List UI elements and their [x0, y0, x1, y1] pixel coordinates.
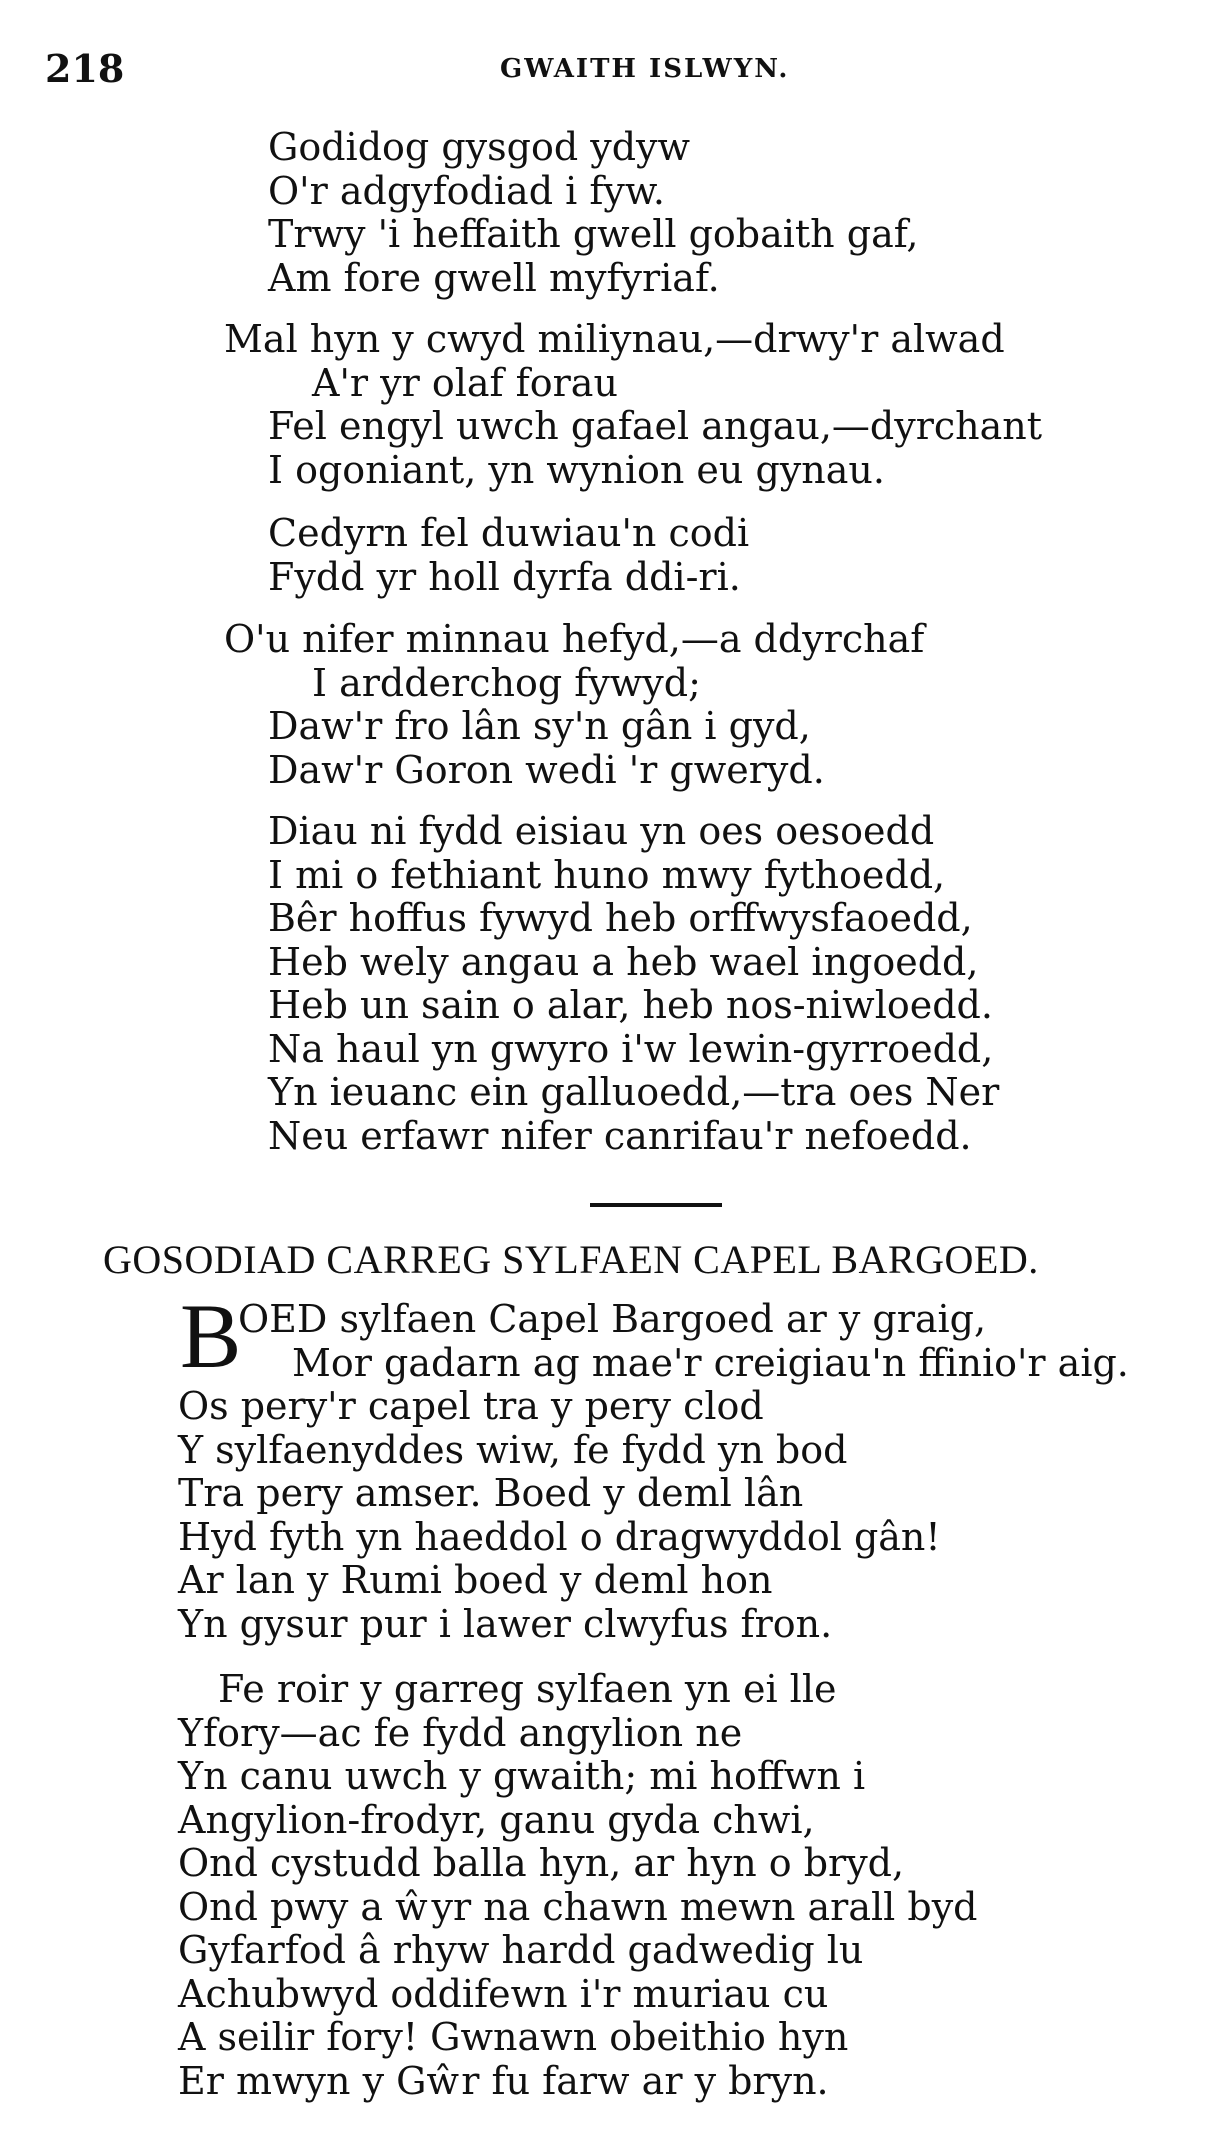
verse-line: Trwy 'i heffaith gwell gobaith gaf, [268, 212, 919, 256]
verse-line: Yfory—ac fe fydd angylion ne [178, 1710, 743, 1755]
verse-line: I ardderchog fywyd; [312, 660, 701, 705]
poem1-stanza-4 [224, 618, 924, 792]
verse-line: I ogoniant, yn wynion eu gynau. [268, 447, 885, 492]
verse-line: Gyfarfod â rhyw hardd gadwedig lu [178, 1928, 864, 1972]
verse-line: Mor gadarn ag mae'r creigiau'n ffinio'r aig. [292, 1340, 1129, 1385]
verse-line: Fydd yr holl dyrfa ddi-ri. [268, 554, 741, 599]
verse-line: Heb un sain o alar, heb nos-niwloedd. [268, 983, 993, 1027]
page-number: 218 [45, 46, 125, 91]
verse-line: Achubwyd oddifewn i'r muriau cu [178, 1971, 829, 2016]
dropcap-lines [178, 1285, 1129, 1387]
verse-line: Diau ni fydd eisiau yn oes oesoedd [268, 809, 935, 853]
verse-line: O'r adgyfodiad i fyw. [268, 168, 665, 213]
verse-line: Daw'r Goron wedi 'r gweryd. [268, 747, 825, 792]
verse-line: Daw'r fro lân sy'n gân i gyd, [268, 704, 811, 748]
verse-line: Ar lan y Rumi boed y deml hon [178, 1558, 773, 1602]
verse-line: Tra pery amser. Boed y deml lân [178, 1471, 804, 1515]
poem1-stanza-5 [268, 810, 999, 1158]
verse-line: OED sylfaen Capel Bargoed ar y graig, [238, 1297, 987, 1341]
verse-line: Yn ieuanc ein galluoedd,—tra oes Ner [268, 1070, 1000, 1114]
verse-line: Am fore gwell myfyriaf. [268, 255, 720, 300]
verse-line: Godidog gysgod ydyw [268, 125, 691, 169]
verse-line: Fe roir y garreg sylfaen yn ei lle [218, 1667, 837, 1711]
verse-line: A seilir fory! Gwnawn obeithio hyn [178, 2015, 849, 2059]
verse-line: Ond cystudd balla hyn, ar hyn o bryd, [178, 1841, 905, 1885]
page-header [0, 46, 1217, 96]
section-divider-rule [590, 1203, 722, 1207]
verse-line: Angylion-frodyr, ganu gyda chwi, [178, 1797, 815, 1842]
poem2-stanza-1 [178, 1285, 1129, 1646]
verse-line: I mi o fethiant huno mwy fythoedd, [268, 852, 946, 897]
poem1-stanza-1 [268, 126, 919, 300]
verse-line: O'u nifer minnau hefyd,—a ddyrchaf [224, 617, 925, 661]
verse-line: Hyd fyth yn haeddol o dragwyddol gân! [178, 1514, 941, 1559]
verse-line: Yn canu uwch y gwaith; mi hoffwn i [178, 1754, 866, 1798]
verse-line: Fel engyl uwch gafael angau,—dyrchant [268, 404, 1043, 448]
poem-heading: GOSODIAD CARREG SYLFAEN CAPEL BARGOED. [103, 1237, 1039, 1282]
verse-line: Neu erfawr nifer canrifau'r nefoedd. [268, 1113, 972, 1158]
verse-line: Yn gysur pur i lawer clwyfus fron. [178, 1601, 833, 1646]
running-title: GWAITH ISLWYN. [500, 54, 790, 84]
verse-line: A'r yr olaf forau [312, 360, 618, 405]
verse-line: Er mwyn y Gŵr fu farw ar y bryn. [178, 2058, 829, 2103]
poem1-stanza-3 [268, 512, 749, 599]
verse-line: Ond pwy a ŵyr na chawn mewn arall byd [178, 1884, 978, 1929]
verse-line: Heb wely angau a heb wael ingoedd, [268, 939, 979, 984]
verse-line: Mal hyn y cwyd miliynau,—drwy'r alwad [224, 317, 1005, 361]
poem2-stanza-2 [178, 1668, 977, 2103]
verse-line: Cedyrn fel duwiau'n codi [268, 511, 750, 555]
verse-line: Bêr hoffus fywyd heb orffwysfaoedd, [268, 896, 973, 940]
dropcap-letter: B [180, 1285, 242, 1387]
verse-line: Y sylfaenyddes wiw, fe fydd yn bod [178, 1427, 848, 1472]
poem1-stanza-2 [224, 318, 1042, 492]
verse-line: Os pery'r capel tra y pery clod [178, 1384, 764, 1428]
verse-line: Na haul yn gwyro i'w lewin-gyrroedd, [268, 1026, 994, 1071]
